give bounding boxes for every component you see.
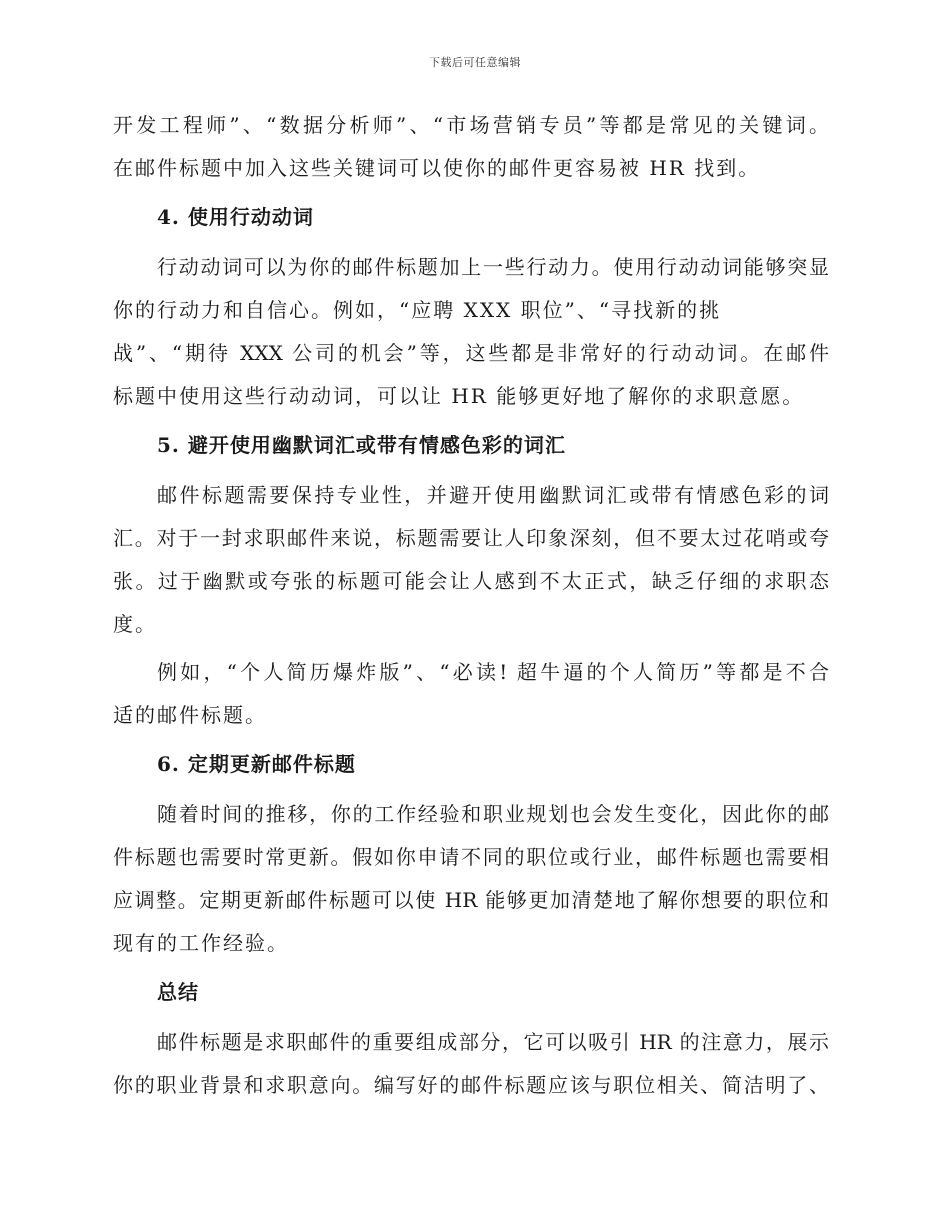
text-line: 随着时间的推移，你的工作经验和职业规划也会发生变化，因此你的邮: [157, 802, 829, 826]
text-line: 行动动词可以为你的邮件标题加上一些行动力。使用行动动词能够突显: [157, 255, 829, 279]
text-line: 例如，“个人简历爆炸版”、“必读! 超牛逼的个人简历”等都是不合: [157, 660, 829, 684]
text-line: 汇。对于一封求职邮件来说，标题需要让人印象深刻，但不要太过花哨或夸: [113, 526, 829, 550]
text-line: 标题中使用这些行动动词，可以让 HR 能够更好地了解你的求职意愿。: [113, 384, 805, 408]
section-4-paragraph: [113, 246, 829, 418]
text-line: 战”、“期待 XXX 公司的机会”等，这些都是非常好的行动动词。在邮件: [113, 341, 829, 365]
text-line: 在邮件标题中加入这些关键词可以使你的邮件更容易被 HR 找到。: [113, 156, 761, 180]
text-line: 开发工程师”、“数据分析师”、“市场营销专员”等都是常见的关键词。: [113, 113, 829, 137]
section-5-paragraph-2: [113, 651, 829, 737]
header-note: 下载后可任意编辑: [429, 56, 521, 69]
text-line: 你的职业背景和求职意向。编写好的邮件标题应该与职位相关、简洁明了、: [113, 1073, 829, 1097]
text-line: 度。: [113, 612, 157, 636]
text-line: 应调整。定期更新邮件标题可以使 HR 能够更加清楚地了解你想要的职位和: [113, 888, 829, 912]
text-line: 邮件标题需要保持专业性，并避开使用幽默词汇或带有情感色彩的词: [157, 483, 829, 507]
text-line: 你的行动力和自信心。例如，“应聘 XXX 职位”、“寻找新的挑: [113, 298, 722, 322]
summary-heading: 总结: [157, 980, 199, 1004]
text-line: 张。过于幽默或夸张的标题可能会让人感到不太正式，缺乏仔细的求职态: [113, 569, 829, 593]
text-line: 现有的工作经验。: [113, 931, 289, 955]
section-6-paragraph: [113, 793, 829, 965]
summary-paragraph: [113, 1021, 829, 1107]
text-line: 邮件标题是求职邮件的重要组成部分，它可以吸引 HR 的注意力，展示: [157, 1030, 829, 1054]
section-5-paragraph-1: [113, 474, 829, 646]
text-line: 件标题也需要时常更新。假如你申请不同的职位或行业，邮件标题也需要相: [113, 845, 829, 869]
section-heading-4: 4. 使用行动动词: [157, 205, 314, 229]
section-heading-6: 6. 定期更新邮件标题: [157, 752, 356, 776]
section-heading-5: 5. 避开使用幽默词汇或带有情感色彩的词汇: [157, 433, 566, 457]
document-body: [113, 104, 829, 1107]
text-line: 适的邮件标题。: [113, 703, 267, 727]
intro-paragraph: [113, 104, 829, 190]
